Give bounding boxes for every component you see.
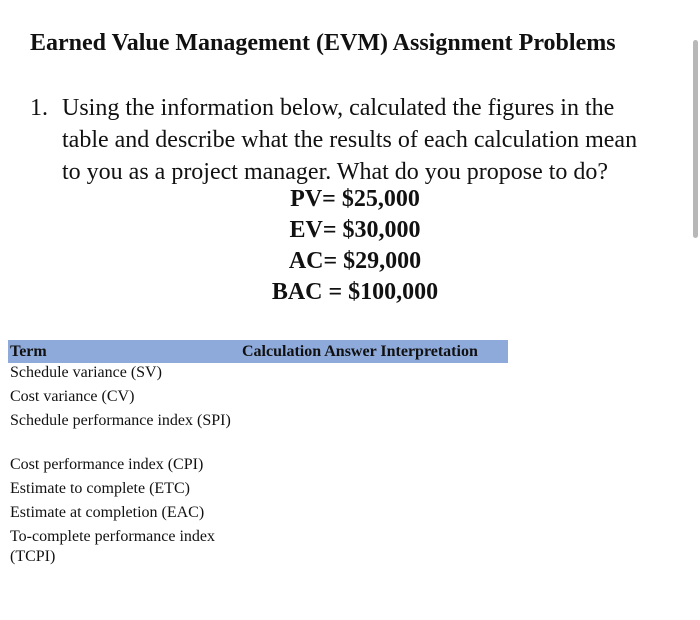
term-cell: Cost variance (CV) xyxy=(10,388,135,405)
term-cell: Cost performance index (CPI) xyxy=(10,456,204,473)
ev-value: EV= $30,000 xyxy=(289,217,421,243)
question-number: 1. xyxy=(30,95,48,121)
pv-value: PV= $25,000 xyxy=(290,186,420,212)
empty-cell xyxy=(240,503,508,527)
empty-cell xyxy=(240,527,508,571)
empty-cell xyxy=(240,363,508,387)
vertical-scrollbar[interactable] xyxy=(693,40,698,238)
table-row xyxy=(8,503,508,527)
header-term: Term xyxy=(8,340,240,363)
empty-cell xyxy=(240,387,508,411)
ac-value: AC= $29,000 xyxy=(288,248,422,274)
table-row xyxy=(8,455,508,479)
question-text-1: Using the information below, calculated the figures in the xyxy=(62,95,615,121)
header-calculation-answer-interpretation: Calculation Answer Interpretation xyxy=(240,340,508,363)
term-cell: Schedule performance index (SPI) xyxy=(10,412,231,429)
bac-value: BAC = $100,000 xyxy=(271,279,439,305)
table-header-row xyxy=(8,340,508,363)
table-row xyxy=(8,363,508,387)
question-line-2: table and describe what the results of each calculation mean xyxy=(62,127,638,153)
evm-table xyxy=(8,340,508,571)
page-title: Earned Value Management (EVM) Assignment Problems xyxy=(30,30,616,56)
term-cell: Estimate at completion (EAC) xyxy=(10,504,205,521)
question-line-1 xyxy=(30,92,637,124)
empty-cell xyxy=(240,455,508,479)
table-row xyxy=(8,527,508,571)
table-row xyxy=(8,387,508,411)
given-values xyxy=(0,184,700,308)
term-cell: Estimate to complete (ETC) xyxy=(10,480,190,497)
term-cell: Schedule variance (SV) xyxy=(10,364,162,381)
table-row xyxy=(8,479,508,503)
table-row xyxy=(8,411,508,455)
question-line-3: to you as a project manager. What do you propose to do? xyxy=(62,159,609,185)
empty-cell xyxy=(240,411,508,455)
term-cell: To-complete performance index (TCPI) xyxy=(10,528,216,565)
empty-cell xyxy=(240,479,508,503)
question-1 xyxy=(30,92,637,188)
